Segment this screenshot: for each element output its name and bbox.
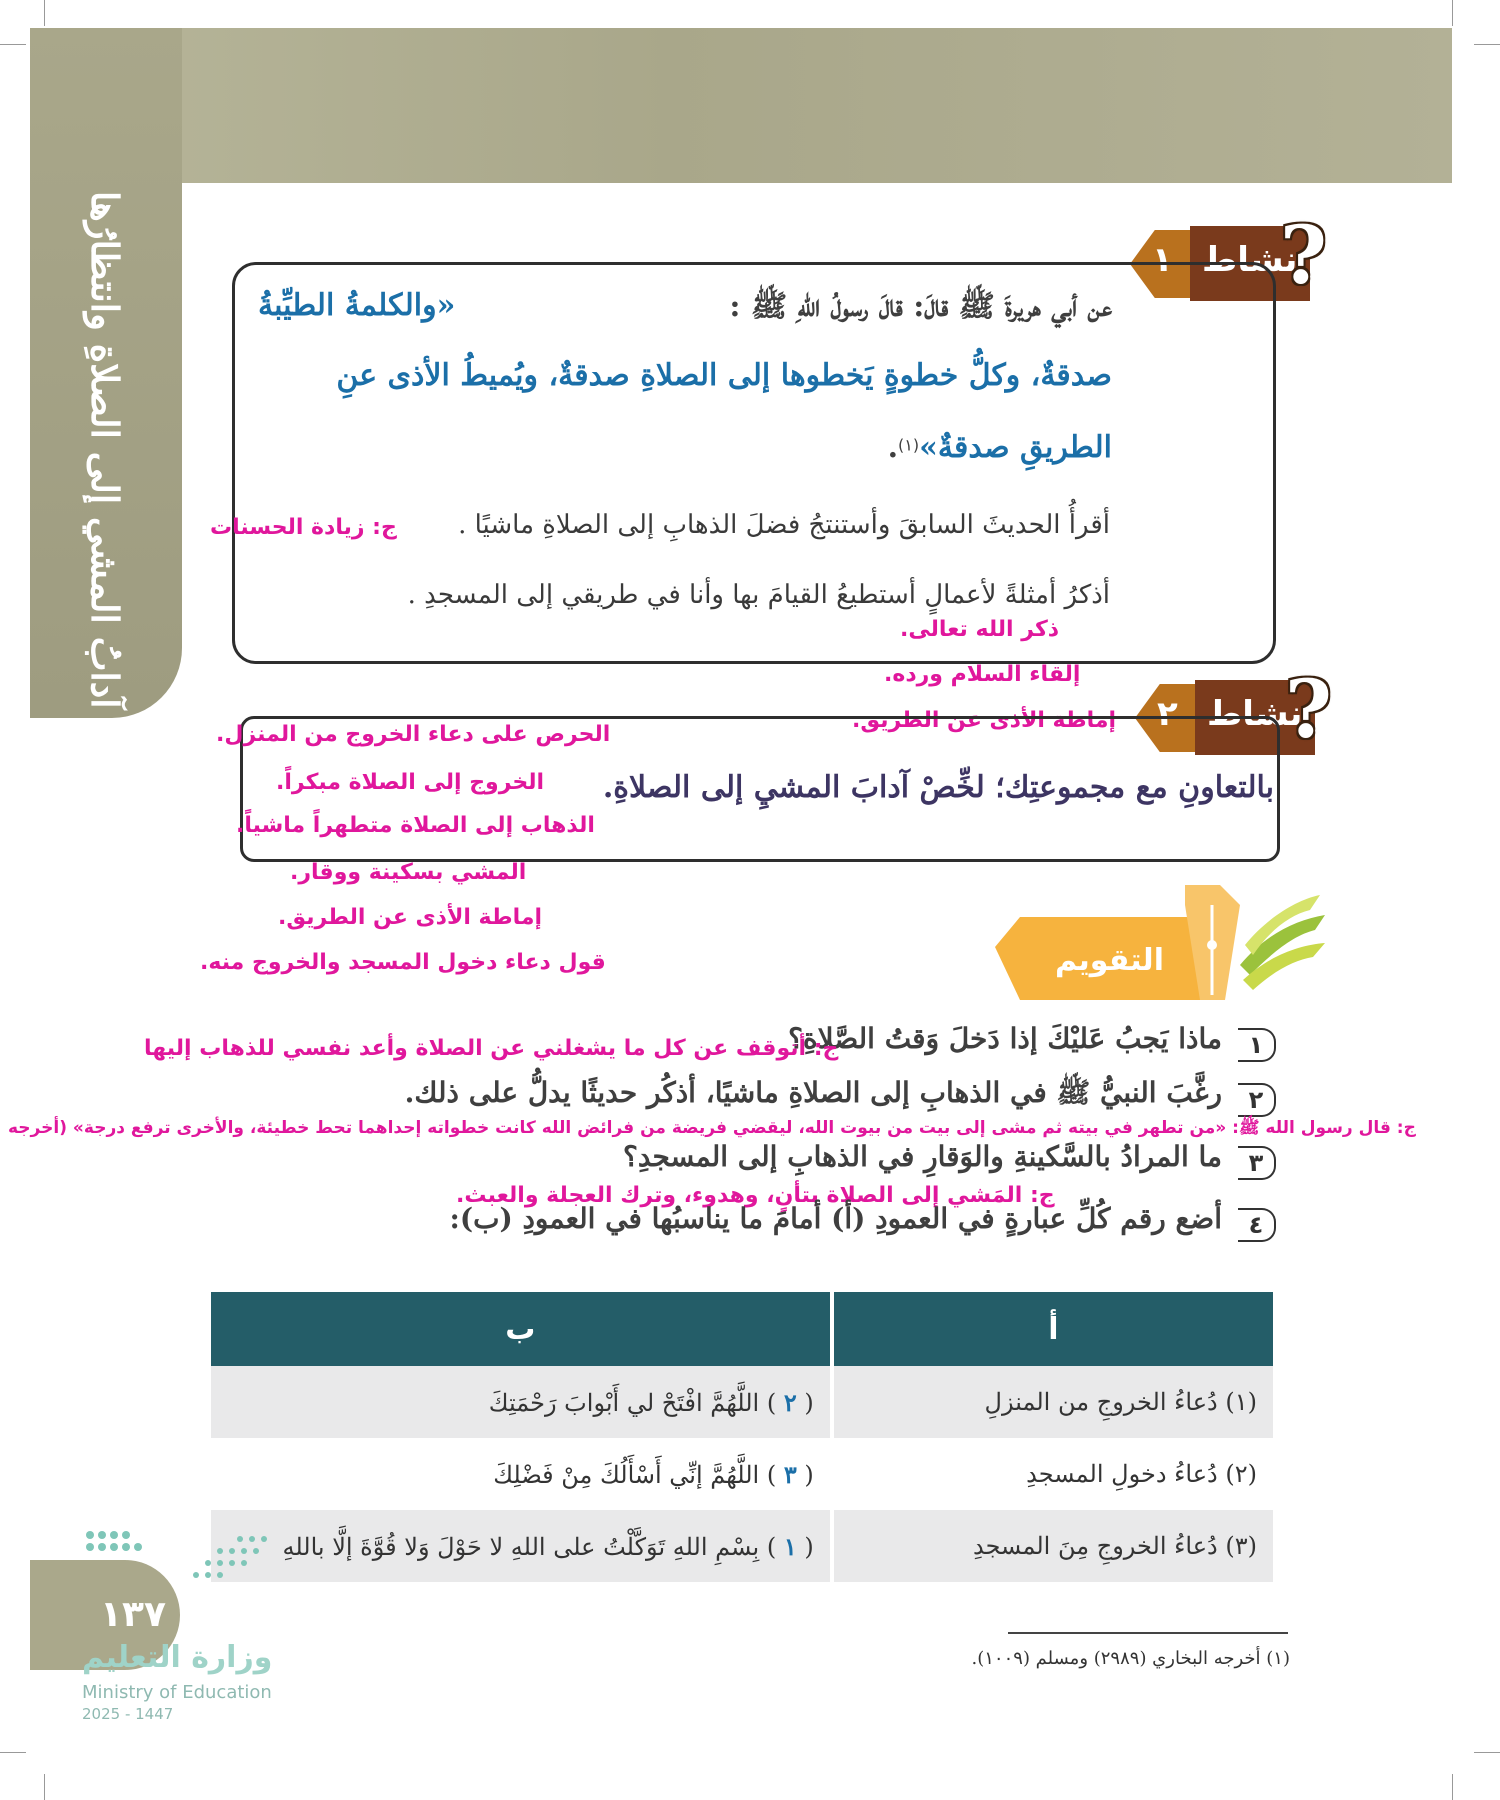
activity1-answer-3: إماطة الأذى عن الطريق. — [852, 708, 1117, 733]
chapter-title: آدابُ المشي إلى الصلاةِ وانتظارُها — [83, 191, 127, 709]
question-number: ٤ — [1238, 1208, 1276, 1242]
question-1: ماذا يَجبُ عَليْكَ إذا دَخلَ وَقتُ الصَّلاةِ؟ — [788, 1022, 1222, 1055]
paren: ( — [796, 1532, 814, 1561]
activity2-answer-1: الحرص على دعاء الخروج من المنزل. — [216, 722, 611, 747]
match-answer: ١ — [783, 1531, 797, 1561]
evaluation-title: التقويم — [1055, 943, 1164, 978]
ministry-name-en: Ministry of Education — [82, 1682, 272, 1703]
dua-text: اللَّهُمَّ إنِّي أَسْأَلُكَ مِنْ فَضْلِكَ — [493, 1460, 760, 1489]
footnote: (١) أخرجه البخاري (٢٩٨٩) ومسلم (١٠٠٩). — [971, 1648, 1290, 1669]
match-answer: ٢ — [783, 1387, 797, 1417]
table-row — [211, 1510, 1273, 1582]
activity2-task: بالتعاونِ مع مجموعتِك؛ لخِّصْ آدابَ المشيِ إلى الصلاةِ. — [602, 770, 1274, 805]
hadith-line2: صدقةٌ، وكلُّ خطوةٍ يَخطوها إلى الصلاةِ صدقةٌ، ويُميطُ الأذى عنِ — [336, 358, 1112, 393]
crop-mark — [1452, 0, 1453, 26]
crop-mark — [44, 0, 45, 26]
badge-number: ١ — [1152, 240, 1173, 280]
activity2-answer-6: قول دعاء دخول المسجد والخروج منه. — [200, 950, 606, 975]
footnote-ref: (١) — [898, 435, 920, 455]
badge-label: نشاط — [1202, 240, 1298, 280]
table-row — [211, 1366, 1273, 1438]
col-a-cell: (١) دُعاءُ الخروجِ من المنزلِ — [834, 1366, 1273, 1438]
activity1-answer-2: إلقاء السلام ورده. — [884, 662, 1081, 687]
badge-number: ٢ — [1157, 694, 1178, 734]
col-a-header: أ — [834, 1292, 1273, 1366]
dua-text: اللَّهُمَّ افْتَحْ لي أَبْوابَ رَحْمَتِكَ — [488, 1388, 760, 1417]
hadith-line1: «والكلمةُ الطيِّبةُ — [258, 288, 456, 323]
match-answer: ٣ — [783, 1459, 797, 1489]
col-a-cell: (٣) دُعاءُ الخروجِ مِنَ المسجدِ — [834, 1510, 1273, 1582]
col-b-cell — [211, 1510, 830, 1582]
activity1-answer-1: ذكر الله تعالى. — [900, 617, 1060, 642]
activity2-answer-2: الخروج إلى الصلاة مبكراً. — [276, 770, 545, 795]
question-number: ١ — [1238, 1028, 1276, 1062]
hadith-period: . — [887, 430, 899, 465]
crop-mark — [0, 44, 26, 45]
crop-mark — [44, 1774, 45, 1800]
evaluation-header — [995, 875, 1330, 1010]
matching-table — [207, 1292, 1277, 1582]
question-2: رغَّبَ النبيُّ ﷺ في الذهابِ إلى الصلاةِ ماشيًا، أذكُر حديثًا يدلُّ على ذلك. — [404, 1076, 1222, 1109]
crop-mark — [1474, 1752, 1500, 1753]
crop-mark — [1474, 44, 1500, 45]
ministry-logo-icon — [80, 1525, 270, 1605]
question-number: ٣ — [1238, 1146, 1276, 1180]
paren: ) — [759, 1460, 784, 1489]
question-2-answer: ج: قال رسول الله ﷺ: «من تطهر في بيته ثم مشى إلى بيت من بيوت الله، ليقضي فريضة من فرائض الله كانت خطواته إحداهما تحط خطيئة، والأخرى ترفع درجة» (أخرجه — [8, 1118, 1416, 1138]
question-number: ٢ — [1238, 1083, 1276, 1117]
activity2-answer-5: إماطة الأذى عن الطريق. — [278, 905, 543, 930]
question-3: ما المرادُ بالسَّكينةِ والوَقارِ في الذهابِ إلى المسجدِ؟ — [622, 1140, 1222, 1173]
question-4: أضع رقم كُلِّ عبارةٍ في العمودِ (أ) أمامَ ما يناسبُها في العمودِ (ب): — [449, 1202, 1222, 1235]
crop-mark — [0, 1752, 26, 1753]
page-number: ١٣٧ — [100, 1594, 166, 1635]
paren: ) — [759, 1388, 784, 1417]
col-b-header: ب — [211, 1292, 830, 1366]
activity2-answer-4: المشي بسكينة ووقار. — [290, 860, 527, 885]
crop-mark — [1452, 1774, 1453, 1800]
col-b-cell — [211, 1366, 830, 1438]
ministry-year: 2025 - 1447 — [82, 1705, 174, 1723]
ministry-name-ar: وزارة التعليم — [82, 1640, 273, 1675]
hadith-intro: عن أبي هريرةَ ﷺ قالَ: قالَ رسولُ اللهِ ﷺ : — [729, 289, 1112, 324]
paren: ( — [796, 1388, 814, 1417]
activity1-task1-answer: ج: زيادة الحسنات — [210, 515, 397, 540]
band-inner-corner — [182, 183, 252, 253]
ministry-logo-dots — [80, 1525, 270, 1605]
col-b-cell — [211, 1438, 830, 1510]
footnote-divider — [1008, 1632, 1288, 1634]
col-a-cell: (٢) دُعاءُ دخولِ المسجدِ — [1026, 1460, 1257, 1488]
question-mark-icon: ? — [1280, 208, 1327, 302]
question-mark-icon: ? — [1285, 662, 1332, 756]
dua-text: بِسْمِ اللهِ تَوَكَّلْتُ على اللهِ لا حَوْلَ وَلا قُوَّةَ إلَّا باللهِ — [282, 1532, 760, 1561]
table-header-row — [211, 1292, 1273, 1366]
paren: ) — [759, 1532, 784, 1561]
hadith-line3: الطريقِ صدقةٌ» — [919, 430, 1112, 465]
activity1-task2: أذكرُ أمثلةً لأعمالٍ أستطيعُ القيامَ بها وأنا في طريقي إلى المسجدِ . — [407, 580, 1110, 610]
table-row — [211, 1438, 1273, 1510]
hadith-line3-wrap — [888, 430, 1112, 465]
question-3-answer: ج: المَشي إلى الصلاة بتأنٍ، وهدوء، وترك العجلة والعبث. — [456, 1183, 1055, 1208]
question-1-answer: ج: أتوقف عن كل ما يشغلني عن الصلاة وأعد نفسي للذهاب إليها — [144, 1036, 839, 1061]
header-band — [30, 28, 1452, 183]
paren: ( — [796, 1460, 814, 1489]
activity1-task1: أقرأُ الحديثَ السابقَ وأستنتجُ فضلَ الذهابِ إلى الصلاةِ ماشيًا . — [458, 510, 1110, 540]
badge-label: نشاط — [1207, 694, 1303, 734]
activity2-answer-3: الذهاب إلى الصلاة متطهراً ماشياً. — [236, 813, 595, 838]
